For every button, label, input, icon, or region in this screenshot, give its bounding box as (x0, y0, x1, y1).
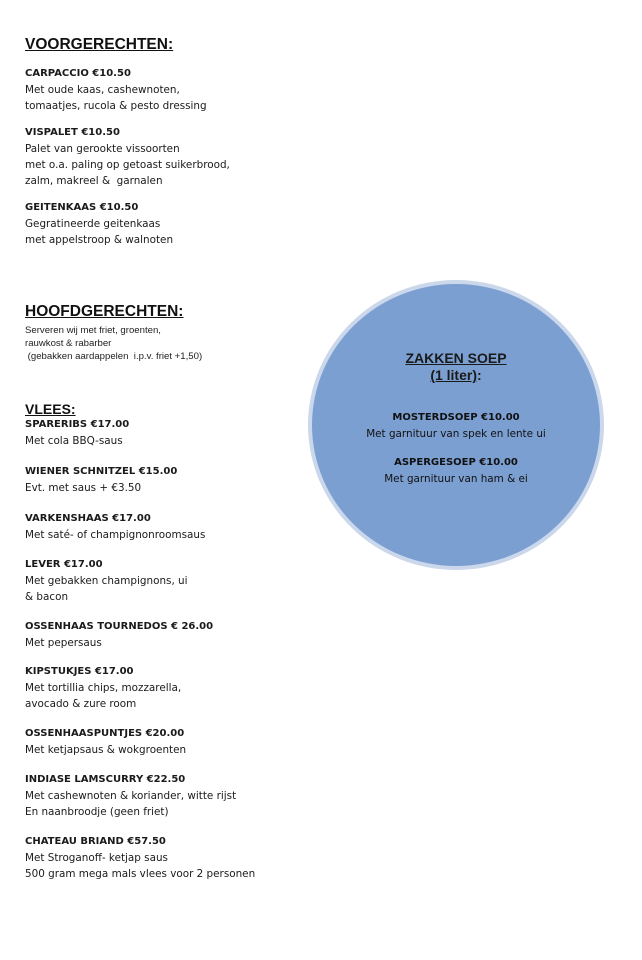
soup-desc: Met garnituur van spek en lente ui (366, 428, 546, 440)
menu-item-desc: avocado & zure room (25, 698, 137, 710)
hoofdgerechten-heading: HOOFDGERECHTEN: (25, 303, 184, 320)
menu-item-desc: Met ketjapsaus & wokgroenten (25, 744, 187, 756)
soup-heading: ZAKKEN SOEP (405, 350, 507, 366)
menu-item (25, 66, 207, 114)
menu-item-title: VISPALET €10.50 (25, 127, 120, 138)
soup-desc: Met garnituur van ham & ei (384, 473, 528, 485)
menu-item-desc: met o.a. paling op getoast suikerbrood, (25, 159, 230, 171)
menu-item-title: VARKENSHAAS €17.00 (25, 513, 151, 524)
note-line: Serveren wij met friet, groenten, (25, 325, 161, 336)
menu-item (25, 417, 129, 449)
menu-item (25, 511, 205, 543)
menu-item-desc: Met gebakken champignons, ui (25, 575, 188, 587)
menu-item-title: LEVER €17.00 (25, 559, 103, 570)
menu-item (25, 664, 181, 712)
menu-item-desc: zalm, makreel & garnalen (25, 175, 163, 187)
vlees-heading: VLEES: (25, 401, 76, 417)
menu-item-title: INDIASE LAMSCURRY €22.50 (25, 774, 186, 785)
menu-item (25, 772, 236, 820)
menu-item-desc: met appelstroop & walnoten (25, 234, 174, 246)
menu-item-title: KIPSTUKJES €17.00 (25, 666, 134, 677)
soup-circle (308, 280, 604, 570)
menu-item-title: CARPACCIO €10.50 (25, 68, 131, 79)
menu-item-title: OSSENHAAS TOURNEDOS € 26.00 (25, 621, 214, 632)
soup-item (312, 455, 600, 487)
soup-item (312, 410, 600, 442)
menu-item-desc: & bacon (25, 591, 69, 603)
menu-item-desc: Met Stroganoff- ketjap saus (25, 852, 168, 864)
menu-item-title: OSSENHAASPUNTJES €20.00 (25, 728, 185, 739)
voorgerechten-heading: VOORGERECHTEN: (25, 36, 174, 53)
soup-subheading: (1 liter) (430, 367, 477, 383)
menu-item-desc: En naanbroodje (geen friet) (25, 806, 169, 818)
menu-item-desc: 500 gram mega mals vlees voor 2 personen (25, 868, 256, 880)
menu-item-desc: Met pepersaus (25, 637, 102, 649)
menu-item (25, 834, 255, 882)
soup-colon: : (477, 367, 482, 383)
menu-item-desc: Evt. met saus + €3.50 (25, 482, 142, 494)
note-line: rauwkost & rabarber (25, 338, 112, 349)
menu-item-desc: Met saté- of champignonroomsaus (25, 529, 206, 541)
menu-item-desc: tomaatjes, rucola & pesto dressing (25, 100, 207, 112)
menu-item-title: CHATEAU BRIAND €57.50 (25, 836, 166, 847)
menu-item (25, 726, 186, 758)
menu-item (25, 464, 177, 496)
menu-item-desc: Palet van gerookte vissoorten (25, 143, 180, 155)
hoofdgerechten-notes (25, 324, 202, 363)
menu-item (25, 125, 230, 189)
soup-title: ASPERGESOEP €10.00 (394, 457, 518, 468)
menu-item-desc: Met tortillia chips, mozzarella, (25, 682, 182, 694)
menu-item-title: GEITENKAAS €10.50 (25, 202, 139, 213)
soup-title: MOSTERDSOEP €10.00 (392, 412, 520, 423)
menu-item (25, 619, 213, 651)
note-line: (gebakken aardappelen i.p.v. friet +1,50) (25, 351, 203, 362)
menu-item-desc: Met cola BBQ-saus (25, 435, 123, 447)
menu-item-desc: Met cashewnoten & koriander, witte rijst (25, 790, 237, 802)
menu-item-title: SPARERIBS €17.00 (25, 419, 130, 430)
menu-item (25, 557, 188, 605)
menu-item-title: WIENER SCHNITZEL €15.00 (25, 466, 178, 477)
menu-item (25, 200, 173, 248)
menu-item-desc: Met oude kaas, cashewnoten, (25, 84, 180, 96)
menu-item-desc: Gegratineerde geitenkaas (25, 218, 161, 230)
